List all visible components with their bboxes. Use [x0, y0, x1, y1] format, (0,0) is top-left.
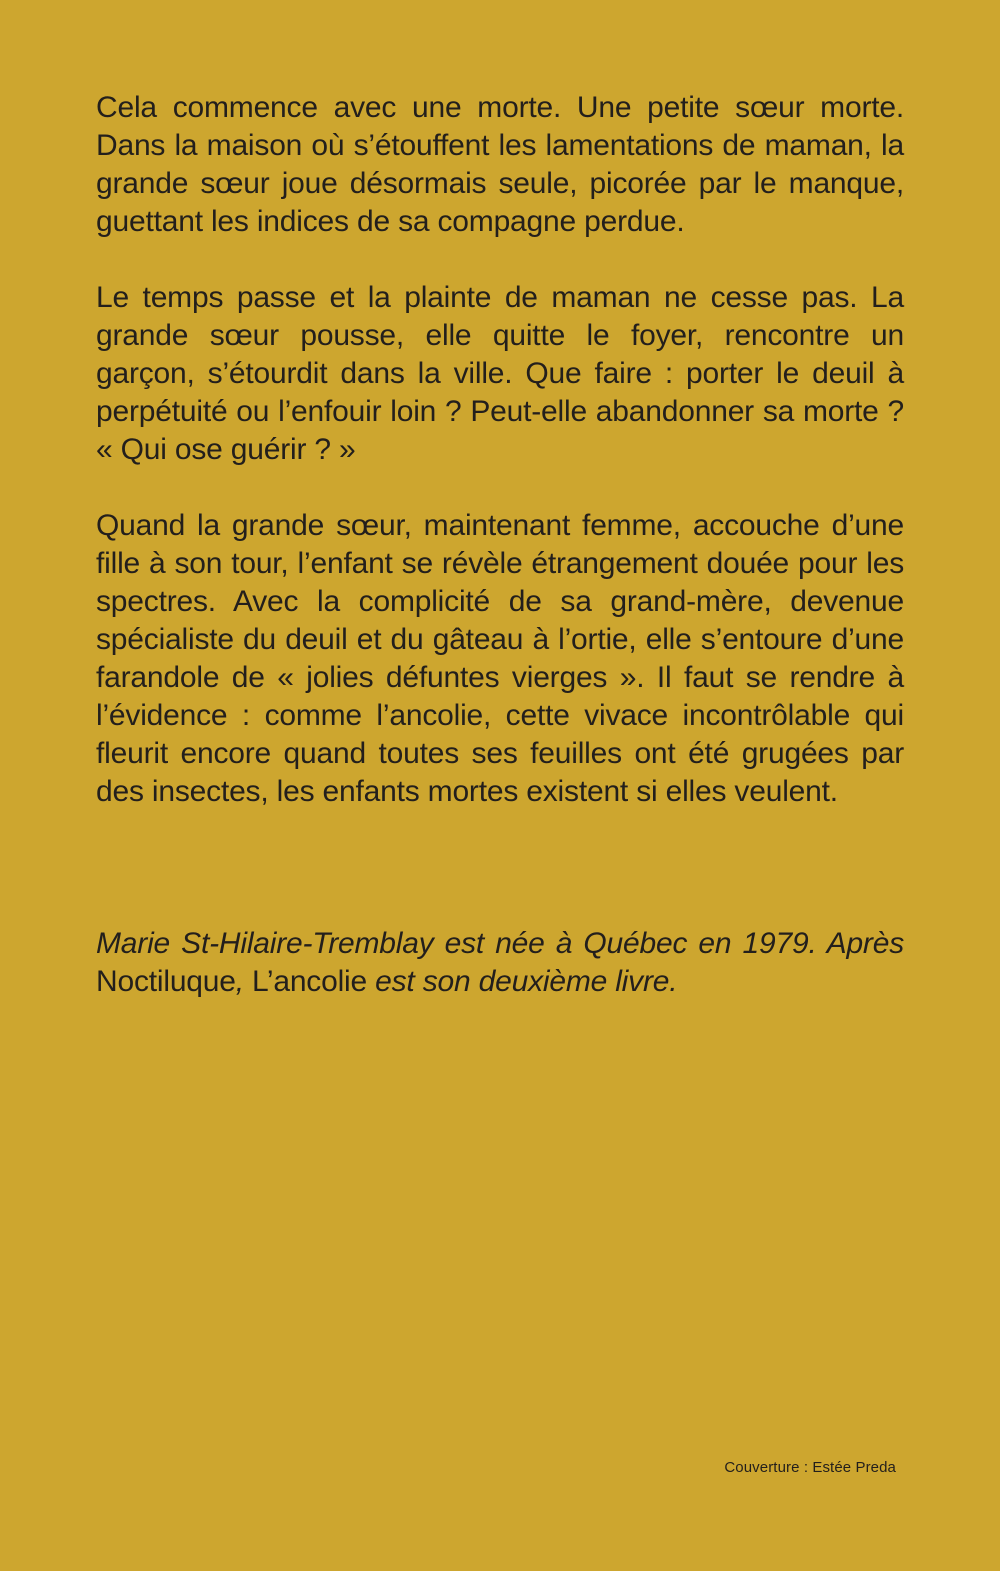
blurb-text [96, 89, 904, 811]
book-title-noctiluque: Noctiluque [96, 965, 236, 998]
blurb-paragraph-1: Cela commence avec une morte. Une petite sœur morte. Dans la maison où s’étouffent les lamentations de maman, la grande sœur joue désormais seule, picorée par le manque, guettant les indices de sa compagne perdue. [96, 91, 904, 238]
book-title-ancolie: L’ancolie [252, 965, 368, 998]
cover-credit: Couverture : Estée Preda [724, 1459, 896, 1476]
blurb-paragraph-2: Le temps passe et la plainte de maman ne cesse pas. La grande sœur pousse, elle quitte le foyer, rencontre un garçon, s’étourdit dans la ville. Que faire : porter le deuil à perpétuité ou l’enfouir loin ? Peut-elle abandonner sa morte ? « Qui ose guérir ? » [96, 281, 904, 466]
author-bio-comma: , [235, 965, 253, 998]
author-bio [96, 925, 904, 1001]
author-bio-text-1: Marie St-Hilaire-Tremblay est née à Québec en 1979. Après [96, 927, 904, 960]
author-bio-text-2: est son deuxième livre. [367, 965, 678, 998]
blurb-paragraph-3: Quand la grande sœur, maintenant femme, accouche d’une fille à son tour, l’enfant se révèle étrangement douée pour les spectres. Avec la complicité de sa grand-mère, devenue spécialiste du deuil et du gâteau à l’ortie, elle s’entoure d’une farandole de « jolies défuntes vierges ». Il faut se rendre à l’évidence : comme l’ancolie, cette vivace incontrôlable qui fleurit encore quand toutes ses feuilles ont été grugées par des insectes, les enfants mortes existent si elles veulent. [96, 509, 904, 808]
